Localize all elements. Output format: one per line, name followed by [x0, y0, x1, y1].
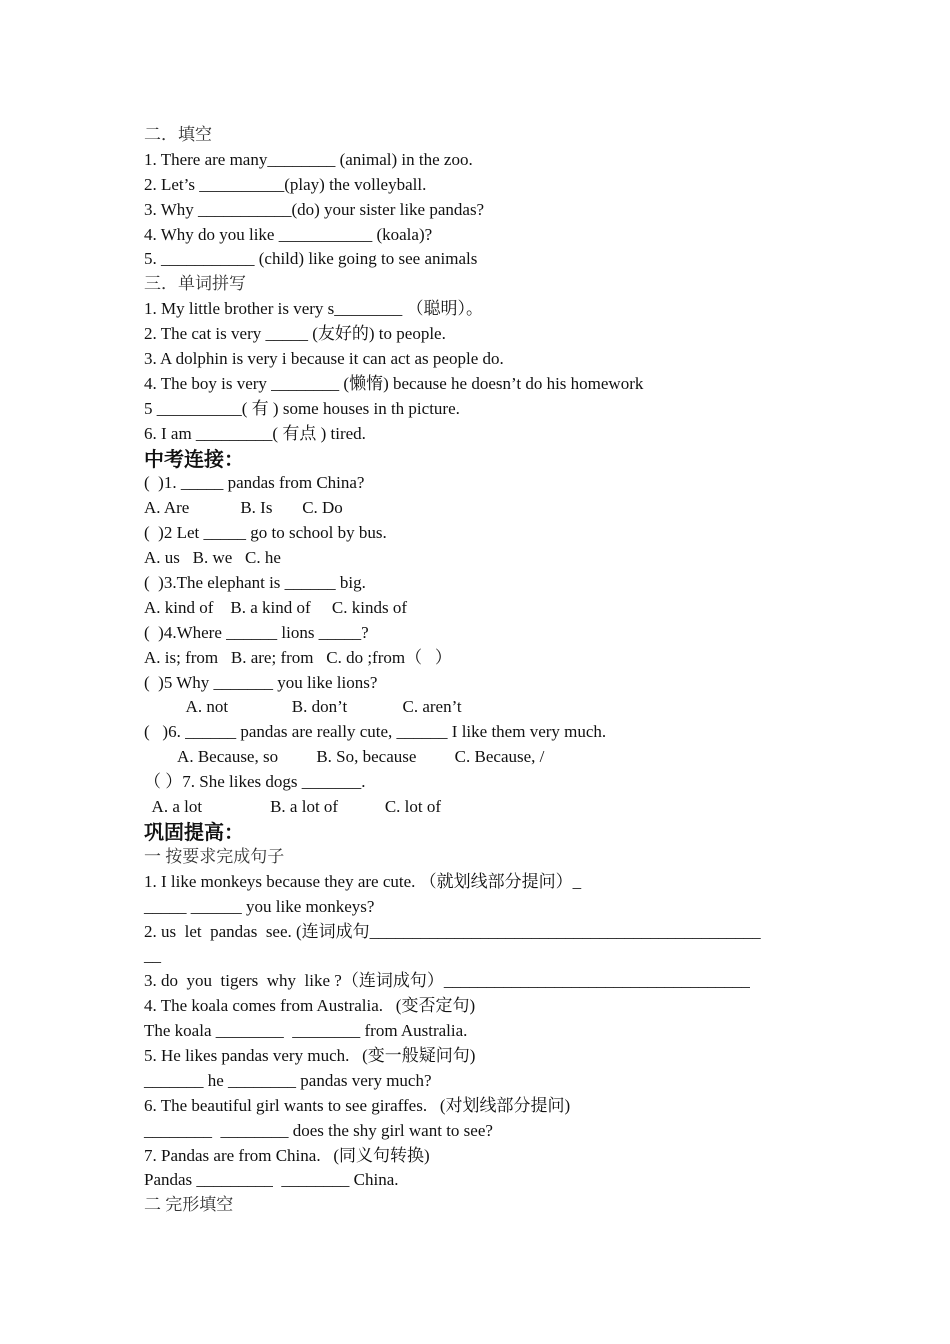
worksheet — [144, 123, 844, 1218]
section-title: 一 按要求完成句子 — [144, 846, 285, 866]
question-line: 2. us let pandas see. (连词成句______________________________________________ — [144, 921, 761, 941]
question-line: _______ he ________ pandas very much? — [144, 1070, 432, 1090]
question-line: ( )6. ______ pandas are really cute, ______ I like them very much. — [144, 722, 607, 742]
question-line: 7. Pandas are from China. (同义句转换) — [144, 1145, 430, 1165]
section-heading: 中考连接： — [144, 446, 244, 471]
question-line: ( )2 Let _____ go to school by bus. — [144, 523, 387, 543]
question-line: 1. There are many________ (animal) in the zoo. — [144, 149, 473, 169]
section-heading: 巩固提高： — [144, 819, 244, 844]
question-line: 3. Why ___________(do) your sister like pandas? — [144, 199, 485, 219]
question-line: A. a lot B. a lot of C. lot of — [144, 797, 442, 817]
question-line: A. kind of B. a kind of C. kinds of — [144, 597, 408, 617]
question-line: 5. He likes pandas very much. (变一般疑问句) — [144, 1045, 476, 1065]
question-line: 2. The cat is very _____ (友好的) to people. — [144, 324, 446, 344]
question-line: A. us B. we C. he — [144, 548, 281, 568]
question-line: （ ）7. She likes dogs _______. — [144, 772, 366, 792]
question-line: 4. Why do you like ___________ (koala)? — [144, 224, 433, 244]
question-line: ( )4.Where ______ lions _____? — [144, 622, 369, 642]
question-line: 6. I am _________( 有点 ) tired. — [144, 423, 366, 443]
question-line: 3. do you tigers why like ?（连词成句）____________________________________ — [144, 971, 750, 991]
question-line: Pandas _________ ________ China. — [144, 1170, 399, 1190]
section-title: 三．单词拼写 — [144, 274, 246, 294]
question-line: A. Are B. Is C. Do — [144, 498, 343, 518]
question-line: ( )5 Why _______ you like lions? — [144, 672, 378, 692]
question-line: 1. I like monkeys because they are cute. （就划线部分提问）_ — [144, 871, 582, 891]
question-line: ( )3.The elephant is ______ big. — [144, 573, 366, 593]
question-line: 1. My little brother is very s________ （聪明）。 — [144, 299, 484, 319]
question-line: __ — [144, 946, 161, 966]
question-line: 5. ___________ (child) like going to see animals — [144, 249, 478, 269]
question-line: 4. The koala comes from Australia. (变否定句) — [144, 996, 476, 1016]
question-line: 3. A dolphin is very i because it can act as people do. — [144, 349, 504, 369]
question-line: 5 __________( 有 ) some houses in th picture. — [144, 398, 460, 418]
question-line: 2. Let’s __________(play) the volleyball. — [144, 174, 427, 194]
question-line: ( )1. _____ pandas from China? — [144, 473, 365, 493]
section-title: 二．填空 — [144, 125, 212, 144]
question-line: A. is; from B. are; from C. do ;from（ ） — [144, 647, 452, 667]
question-line: A. not B. don’t C. aren’t — [144, 697, 462, 717]
question-line: 4. The boy is very ________ (懒惰) because he doesn’t do his homework — [144, 373, 644, 393]
question-line: A. Because, so B. So, because C. Because, / — [144, 747, 545, 767]
question-line: 6. The beautiful girl wants to see giraffes. (对划线部分提问) — [144, 1095, 571, 1115]
question-line: The koala ________ ________ from Australia. — [144, 1021, 468, 1041]
question-line: _____ ______ you like monkeys? — [144, 896, 375, 916]
question-line: ________ ________ does the shy girl want to see? — [144, 1120, 493, 1140]
section-title: 二 完形填空 — [144, 1195, 234, 1215]
